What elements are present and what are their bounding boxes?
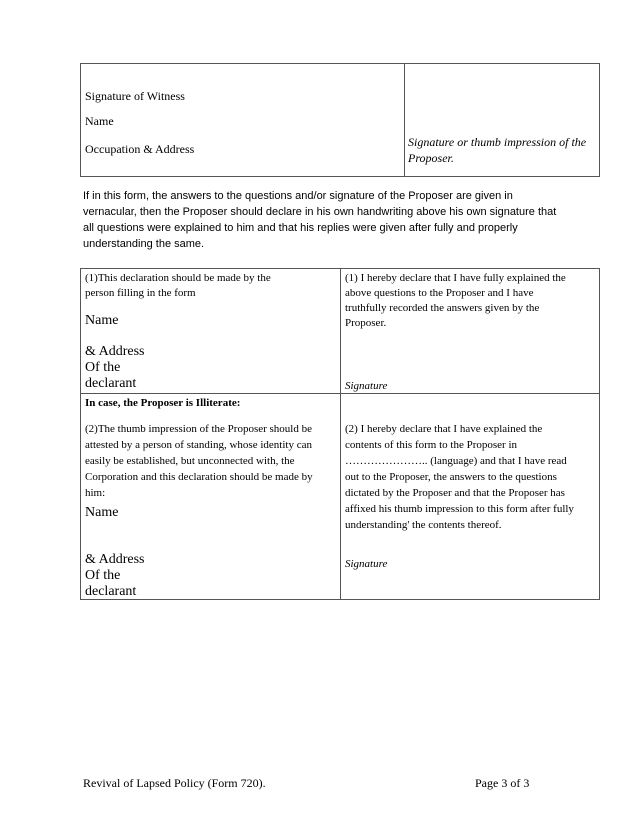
declaration-instruction-line2: person filling in the form bbox=[85, 287, 196, 299]
declaration-table-horizontal-divider bbox=[81, 393, 599, 394]
thumb-impression-line3: easily be established, but unconnected with, the bbox=[85, 455, 295, 467]
declaration-2-line7: understanding' the contents thereof. bbox=[345, 519, 502, 531]
vernacular-note-line3: all questions were explained to him and that his replies were given after fully and properly bbox=[83, 222, 518, 234]
witness-name-label: Name bbox=[85, 114, 114, 128]
vernacular-note-line2: vernacular, then the Proposer should declare in his own handwriting above his own signature that bbox=[83, 206, 557, 218]
witness-occupation-label: Occupation & Address bbox=[85, 142, 195, 156]
thumb-impression-line5: him: bbox=[85, 487, 106, 499]
declarant-address-declarant: declarant bbox=[85, 376, 137, 391]
attestor-address-declarant: declarant bbox=[85, 584, 137, 599]
thumb-impression-line4: Corporation and this declaration should be made by bbox=[85, 471, 313, 483]
illiterate-proposer-heading: In case, the Proposer is Illiterate: bbox=[85, 397, 241, 409]
declaration-2-line5: dictated by the Proposer and that the Proposer has bbox=[345, 487, 565, 499]
declaration-1-line1: (1) I hereby declare that I have fully explained the bbox=[345, 272, 566, 284]
declaration-2-line2: contents of this form to the Proposer in bbox=[345, 439, 518, 451]
attestor-address-of-the: Of the bbox=[85, 568, 121, 583]
declaration-1-line3: truthfully recorded the answers given by the bbox=[345, 302, 540, 314]
vernacular-note-line4: understanding the same. bbox=[83, 238, 205, 250]
thumb-impression-line2: attested by a person of standing, whose identity can bbox=[85, 439, 312, 451]
declaration-1-line2: above questions to the Proposer and I have bbox=[345, 287, 534, 299]
declaration-table-vertical-divider bbox=[340, 269, 341, 599]
attestor-address-label: & Address bbox=[85, 552, 145, 567]
proposer-signature-label-line1: Signature or thumb impression of the bbox=[408, 135, 587, 149]
declaration-2-line6: affixed his thumb impression to this form after fully bbox=[345, 503, 574, 515]
declaration-2-line1: (2) I hereby declare that I have explained the bbox=[345, 423, 543, 435]
attestor-name-label: Name bbox=[85, 505, 119, 520]
witness-table-divider bbox=[404, 64, 405, 176]
declaration-1-line4: Proposer. bbox=[345, 317, 387, 329]
declaration-2-line4: out to the Proposer, the answers to the questions bbox=[345, 471, 557, 483]
declaration-2-line3: ………………….. (language) and that I have read bbox=[345, 455, 567, 467]
declarant-address-label: & Address bbox=[85, 344, 145, 359]
witness-signature-label: Signature of Witness bbox=[85, 89, 185, 103]
declaration-instruction-line1: (1)This declaration should be made by the bbox=[85, 272, 271, 284]
vernacular-note-line1: If in this form, the answers to the questions and/or signature of the Proposer are given in bbox=[83, 190, 513, 202]
footer-form-title: Revival of Lapsed Policy (Form 720). bbox=[83, 776, 266, 790]
proposer-signature-label-line2: Proposer. bbox=[408, 151, 454, 165]
footer-page-number: Page 3 of 3 bbox=[475, 776, 530, 790]
thumb-impression-line1: (2)The thumb impression of the Proposer should be bbox=[85, 423, 312, 435]
declarant-address-of-the: Of the bbox=[85, 360, 121, 375]
declarant-name-label: Name bbox=[85, 313, 119, 328]
declaration-2-signature-label: Signature bbox=[345, 558, 388, 570]
declaration-1-signature-label: Signature bbox=[345, 380, 388, 392]
witness-table bbox=[80, 63, 600, 177]
